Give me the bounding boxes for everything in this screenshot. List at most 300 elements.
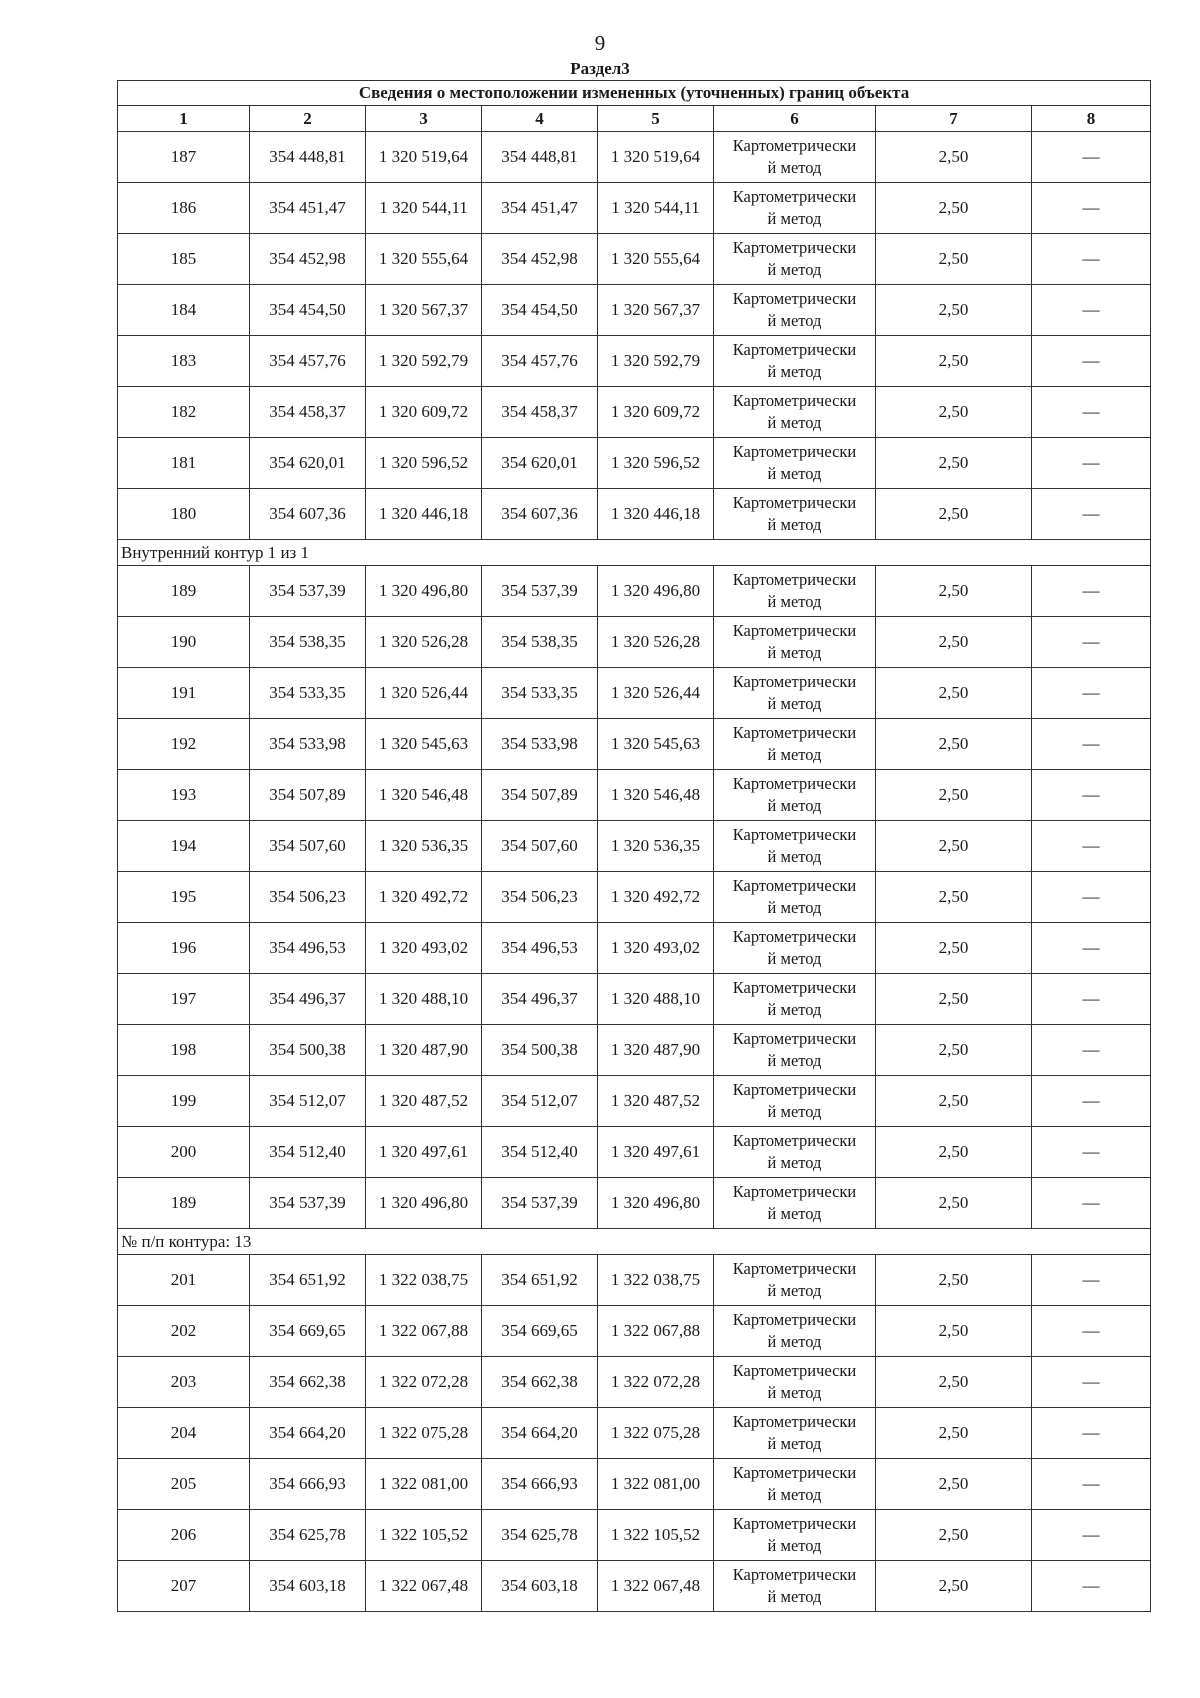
method-cell (714, 438, 876, 489)
method-cell (714, 821, 876, 872)
method-cell (714, 923, 876, 974)
table-row (118, 974, 1151, 1025)
precision-cell: 2,50 (876, 1408, 1032, 1459)
method-cell (714, 668, 876, 719)
method-cell (714, 1561, 876, 1612)
precision-cell: 2,50 (876, 387, 1032, 438)
method-text: Картометрически (732, 774, 857, 793)
method-cell (714, 872, 876, 923)
point-number: 191 (118, 668, 250, 719)
y-coordinate: 1 320 526,28 (598, 617, 714, 668)
method-text: Картометрически (732, 289, 857, 308)
y-coordinate: 1 320 596,52 (598, 438, 714, 489)
table-row (118, 132, 1151, 183)
y-coordinate: 1 320 519,64 (598, 132, 714, 183)
x-coordinate: 354 457,76 (250, 336, 366, 387)
method-text: Картометрически (732, 570, 857, 589)
table-row (118, 1408, 1151, 1459)
x-coordinate: 354 537,39 (482, 566, 598, 617)
method-text: й метод (767, 949, 822, 968)
x-coordinate: 354 651,92 (250, 1255, 366, 1306)
x-coordinate: 354 669,65 (482, 1306, 598, 1357)
x-coordinate: 354 537,39 (250, 566, 366, 617)
description-cell: — (1032, 1459, 1151, 1510)
description-cell: — (1032, 668, 1151, 719)
y-coordinate: 1 320 526,44 (598, 668, 714, 719)
method-text: Картометрически (732, 825, 857, 844)
method-cell (714, 566, 876, 617)
table-row (118, 1459, 1151, 1510)
y-coordinate: 1 320 492,72 (366, 872, 482, 923)
method-text: й метод (767, 745, 822, 764)
precision-cell: 2,50 (876, 974, 1032, 1025)
point-number: 200 (118, 1127, 250, 1178)
x-coordinate: 354 651,92 (482, 1255, 598, 1306)
table-row (118, 234, 1151, 285)
precision-cell: 2,50 (876, 1306, 1032, 1357)
column-header: 5 (598, 106, 714, 132)
method-text: й метод (767, 1153, 822, 1172)
description-cell: — (1032, 872, 1151, 923)
y-coordinate: 1 320 546,48 (366, 770, 482, 821)
description-cell: — (1032, 1357, 1151, 1408)
y-coordinate: 1 322 072,28 (366, 1357, 482, 1408)
method-text: Картометрически (732, 391, 857, 410)
method-cell (714, 234, 876, 285)
point-number: 193 (118, 770, 250, 821)
y-coordinate: 1 322 105,52 (598, 1510, 714, 1561)
method-text: й метод (767, 898, 822, 917)
x-coordinate: 354 512,07 (250, 1076, 366, 1127)
x-coordinate: 354 496,53 (250, 923, 366, 974)
method-text: Картометрически (732, 187, 857, 206)
precision-cell: 2,50 (876, 132, 1032, 183)
method-text: Картометрически (732, 1463, 857, 1482)
method-text: й метод (767, 592, 822, 611)
precision-cell: 2,50 (876, 617, 1032, 668)
x-coordinate: 354 533,35 (482, 668, 598, 719)
y-coordinate: 1 320 555,64 (598, 234, 714, 285)
method-text: й метод (767, 1587, 822, 1606)
y-coordinate: 1 320 492,72 (598, 872, 714, 923)
y-coordinate: 1 322 072,28 (598, 1357, 714, 1408)
y-coordinate: 1 322 081,00 (366, 1459, 482, 1510)
precision-cell: 2,50 (876, 1255, 1032, 1306)
table-row (118, 566, 1151, 617)
method-text: й метод (767, 796, 822, 815)
precision-cell: 2,50 (876, 1025, 1032, 1076)
y-coordinate: 1 320 496,80 (598, 566, 714, 617)
x-coordinate: 354 458,37 (250, 387, 366, 438)
x-coordinate: 354 500,38 (482, 1025, 598, 1076)
method-cell (714, 974, 876, 1025)
x-coordinate: 354 662,38 (482, 1357, 598, 1408)
method-text: Картометрически (732, 1259, 857, 1278)
method-text: й метод (767, 1102, 822, 1121)
x-coordinate: 354 607,36 (482, 489, 598, 540)
x-coordinate: 354 451,47 (482, 183, 598, 234)
y-coordinate: 1 320 493,02 (366, 923, 482, 974)
point-number: 198 (118, 1025, 250, 1076)
method-text: й метод (767, 1434, 822, 1453)
table-row (118, 1178, 1151, 1229)
method-text: Картометрически (732, 136, 857, 155)
y-coordinate: 1 320 526,28 (366, 617, 482, 668)
x-coordinate: 354 533,98 (482, 719, 598, 770)
point-number: 197 (118, 974, 250, 1025)
point-number: 192 (118, 719, 250, 770)
precision-cell: 2,50 (876, 770, 1032, 821)
y-coordinate: 1 320 446,18 (366, 489, 482, 540)
description-cell: — (1032, 438, 1151, 489)
column-header: 7 (876, 106, 1032, 132)
x-coordinate: 354 625,78 (250, 1510, 366, 1561)
y-coordinate: 1 320 497,61 (598, 1127, 714, 1178)
description-cell: — (1032, 1306, 1151, 1357)
method-text: Картометрически (732, 978, 857, 997)
x-coordinate: 354 664,20 (482, 1408, 598, 1459)
y-coordinate: 1 320 487,52 (598, 1076, 714, 1127)
y-coordinate: 1 320 488,10 (366, 974, 482, 1025)
y-coordinate: 1 320 609,72 (598, 387, 714, 438)
y-coordinate: 1 320 526,44 (366, 668, 482, 719)
y-coordinate: 1 320 487,90 (598, 1025, 714, 1076)
x-coordinate: 354 533,98 (250, 719, 366, 770)
y-coordinate: 1 320 497,61 (366, 1127, 482, 1178)
y-coordinate: 1 322 067,88 (598, 1306, 714, 1357)
method-cell (714, 1178, 876, 1229)
method-text: й метод (767, 464, 822, 483)
method-cell (714, 285, 876, 336)
method-text: Картометрически (732, 621, 857, 640)
method-text: й метод (767, 1485, 822, 1504)
point-number: 186 (118, 183, 250, 234)
y-coordinate: 1 322 067,48 (598, 1561, 714, 1612)
method-cell (714, 1306, 876, 1357)
method-text: й метод (767, 847, 822, 866)
y-coordinate: 1 322 038,75 (598, 1255, 714, 1306)
method-text: й метод (767, 643, 822, 662)
method-text: Картометрически (732, 1029, 857, 1048)
table-row (118, 770, 1151, 821)
x-coordinate: 354 454,50 (250, 285, 366, 336)
method-cell (714, 489, 876, 540)
point-number: 202 (118, 1306, 250, 1357)
table-row (118, 1025, 1151, 1076)
y-coordinate: 1 322 067,88 (366, 1306, 482, 1357)
table-row (118, 1076, 1151, 1127)
point-number: 187 (118, 132, 250, 183)
x-coordinate: 354 669,65 (250, 1306, 366, 1357)
method-text: Картометрически (732, 1361, 857, 1380)
method-text: Картометрически (732, 1412, 857, 1431)
column-header: 4 (482, 106, 598, 132)
description-cell: — (1032, 1561, 1151, 1612)
point-number: 182 (118, 387, 250, 438)
y-coordinate: 1 320 544,11 (366, 183, 482, 234)
x-coordinate: 354 512,07 (482, 1076, 598, 1127)
precision-cell: 2,50 (876, 1076, 1032, 1127)
y-coordinate: 1 320 519,64 (366, 132, 482, 183)
table-row (118, 1510, 1151, 1561)
method-cell (714, 1408, 876, 1459)
precision-cell: 2,50 (876, 285, 1032, 336)
precision-cell: 2,50 (876, 1127, 1032, 1178)
precision-cell: 2,50 (876, 1459, 1032, 1510)
point-number: 189 (118, 566, 250, 617)
y-coordinate: 1 320 567,37 (598, 285, 714, 336)
method-text: й метод (767, 158, 822, 177)
point-number: 207 (118, 1561, 250, 1612)
y-coordinate: 1 322 081,00 (598, 1459, 714, 1510)
x-coordinate: 354 454,50 (482, 285, 598, 336)
x-coordinate: 354 537,39 (250, 1178, 366, 1229)
method-text: й метод (767, 1281, 822, 1300)
y-coordinate: 1 320 592,79 (366, 336, 482, 387)
table-row (118, 489, 1151, 540)
table-row (118, 719, 1151, 770)
method-text: Картометрически (732, 1310, 857, 1329)
x-coordinate: 354 662,38 (250, 1357, 366, 1408)
table-caption-row (118, 81, 1151, 106)
precision-cell: 2,50 (876, 1510, 1032, 1561)
precision-cell: 2,50 (876, 183, 1032, 234)
method-text: Картометрически (732, 493, 857, 512)
y-coordinate: 1 320 545,63 (366, 719, 482, 770)
description-cell: — (1032, 770, 1151, 821)
x-coordinate: 354 496,37 (482, 974, 598, 1025)
y-coordinate: 1 320 496,80 (366, 1178, 482, 1229)
method-text: й метод (767, 694, 822, 713)
section-title: Раздел3 (570, 59, 630, 78)
point-number: 206 (118, 1510, 250, 1561)
table-row (118, 387, 1151, 438)
method-text: Картометрически (732, 876, 857, 895)
method-text: й метод (767, 1051, 822, 1070)
description-cell: — (1032, 1510, 1151, 1561)
method-text: й метод (767, 209, 822, 228)
y-coordinate: 1 320 596,52 (366, 438, 482, 489)
column-header: 1 (118, 106, 250, 132)
y-coordinate: 1 322 067,48 (366, 1561, 482, 1612)
x-coordinate: 354 451,47 (250, 183, 366, 234)
y-coordinate: 1 320 567,37 (366, 285, 482, 336)
y-coordinate: 1 322 105,52 (366, 1510, 482, 1561)
method-text: Картометрически (732, 1182, 857, 1201)
column-header: 2 (250, 106, 366, 132)
method-cell (714, 1076, 876, 1127)
x-coordinate: 354 666,93 (250, 1459, 366, 1510)
x-coordinate: 354 448,81 (482, 132, 598, 183)
y-coordinate: 1 320 493,02 (598, 923, 714, 974)
y-coordinate: 1 322 075,28 (366, 1408, 482, 1459)
y-coordinate: 1 320 592,79 (598, 336, 714, 387)
x-coordinate: 354 538,35 (482, 617, 598, 668)
contour-label-row (118, 1229, 1151, 1255)
table-row (118, 183, 1151, 234)
description-cell: — (1032, 923, 1151, 974)
y-coordinate: 1 320 496,80 (366, 566, 482, 617)
x-coordinate: 354 538,35 (250, 617, 366, 668)
coordinates-table (117, 80, 1151, 1612)
description-cell: — (1032, 566, 1151, 617)
y-coordinate: 1 320 555,64 (366, 234, 482, 285)
y-coordinate: 1 320 536,35 (598, 821, 714, 872)
point-number: 195 (118, 872, 250, 923)
description-cell: — (1032, 1178, 1151, 1229)
method-text: й метод (767, 1536, 822, 1555)
precision-cell: 2,50 (876, 719, 1032, 770)
description-cell: — (1032, 1255, 1151, 1306)
y-coordinate: 1 322 038,75 (366, 1255, 482, 1306)
method-text: Картометрически (732, 1565, 857, 1584)
column-header: 8 (1032, 106, 1151, 132)
method-text: й метод (767, 362, 822, 381)
table-row (118, 668, 1151, 719)
precision-cell: 2,50 (876, 1178, 1032, 1229)
method-text: й метод (767, 260, 822, 279)
method-cell (714, 1127, 876, 1178)
point-number: 180 (118, 489, 250, 540)
point-number: 196 (118, 923, 250, 974)
page-number: 9 (594, 31, 606, 55)
method-cell (714, 336, 876, 387)
point-number: 181 (118, 438, 250, 489)
precision-cell: 2,50 (876, 566, 1032, 617)
precision-cell: 2,50 (876, 489, 1032, 540)
description-cell: — (1032, 132, 1151, 183)
point-number: 185 (118, 234, 250, 285)
method-cell (714, 183, 876, 234)
x-coordinate: 354 533,35 (250, 668, 366, 719)
description-cell: — (1032, 821, 1151, 872)
precision-cell: 2,50 (876, 668, 1032, 719)
x-coordinate: 354 512,40 (482, 1127, 598, 1178)
contour-label: Внутренний контур 1 из 1 (118, 540, 1151, 566)
method-cell (714, 617, 876, 668)
x-coordinate: 354 506,23 (482, 872, 598, 923)
x-coordinate: 354 607,36 (250, 489, 366, 540)
method-text: Картометрически (732, 1080, 857, 1099)
method-text: й метод (767, 1000, 822, 1019)
x-coordinate: 354 500,38 (250, 1025, 366, 1076)
x-coordinate: 354 512,40 (250, 1127, 366, 1178)
x-coordinate: 354 458,37 (482, 387, 598, 438)
precision-cell: 2,50 (876, 1561, 1032, 1612)
point-number: 203 (118, 1357, 250, 1408)
description-cell: — (1032, 1076, 1151, 1127)
precision-cell: 2,50 (876, 1357, 1032, 1408)
x-coordinate: 354 507,60 (482, 821, 598, 872)
table-row (118, 1255, 1151, 1306)
x-coordinate: 354 625,78 (482, 1510, 598, 1561)
precision-cell: 2,50 (876, 872, 1032, 923)
table-row (118, 821, 1151, 872)
column-header: 3 (366, 106, 482, 132)
x-coordinate: 354 603,18 (482, 1561, 598, 1612)
y-coordinate: 1 320 544,11 (598, 183, 714, 234)
point-number: 190 (118, 617, 250, 668)
x-coordinate: 354 507,60 (250, 821, 366, 872)
method-text: й метод (767, 311, 822, 330)
point-number: 189 (118, 1178, 250, 1229)
y-coordinate: 1 320 487,52 (366, 1076, 482, 1127)
table-row (118, 336, 1151, 387)
y-coordinate: 1 320 609,72 (366, 387, 482, 438)
x-coordinate: 354 448,81 (250, 132, 366, 183)
x-coordinate: 354 666,93 (482, 1459, 598, 1510)
method-text: Картометрически (732, 927, 857, 946)
method-cell (714, 1357, 876, 1408)
x-coordinate: 354 507,89 (482, 770, 598, 821)
method-text: Картометрически (732, 723, 857, 742)
column-header: 6 (714, 106, 876, 132)
method-cell (714, 132, 876, 183)
x-coordinate: 354 506,23 (250, 872, 366, 923)
precision-cell: 2,50 (876, 821, 1032, 872)
point-number: 184 (118, 285, 250, 336)
table-caption: Сведения о местоположении измененных (уточненных) границ объекта (118, 81, 1151, 106)
method-text: й метод (767, 515, 822, 534)
y-coordinate: 1 320 546,48 (598, 770, 714, 821)
table-row (118, 617, 1151, 668)
x-coordinate: 354 620,01 (482, 438, 598, 489)
precision-cell: 2,50 (876, 336, 1032, 387)
y-coordinate: 1 320 496,80 (598, 1178, 714, 1229)
table-header-row (118, 106, 1151, 132)
method-text: Картометрически (732, 340, 857, 359)
method-cell (714, 387, 876, 438)
table-row (118, 872, 1151, 923)
y-coordinate: 1 320 446,18 (598, 489, 714, 540)
method-cell (714, 1255, 876, 1306)
table-row (118, 438, 1151, 489)
method-cell (714, 770, 876, 821)
description-cell: — (1032, 183, 1151, 234)
precision-cell: 2,50 (876, 438, 1032, 489)
x-coordinate: 354 457,76 (482, 336, 598, 387)
x-coordinate: 354 603,18 (250, 1561, 366, 1612)
x-coordinate: 354 537,39 (482, 1178, 598, 1229)
method-cell (714, 1025, 876, 1076)
x-coordinate: 354 496,37 (250, 974, 366, 1025)
precision-cell: 2,50 (876, 234, 1032, 285)
table-row (118, 1561, 1151, 1612)
description-cell: — (1032, 1408, 1151, 1459)
x-coordinate: 354 452,98 (482, 234, 598, 285)
contour-label-row (118, 540, 1151, 566)
table-row (118, 1357, 1151, 1408)
method-text: Картометрически (732, 1131, 857, 1150)
x-coordinate: 354 620,01 (250, 438, 366, 489)
point-number: 194 (118, 821, 250, 872)
y-coordinate: 1 320 488,10 (598, 974, 714, 1025)
method-text: й метод (767, 1383, 822, 1402)
method-text: й метод (767, 1204, 822, 1223)
point-number: 183 (118, 336, 250, 387)
y-coordinate: 1 322 075,28 (598, 1408, 714, 1459)
point-number: 205 (118, 1459, 250, 1510)
method-text: Картометрически (732, 672, 857, 691)
y-coordinate: 1 320 487,90 (366, 1025, 482, 1076)
table-row (118, 1127, 1151, 1178)
method-cell (714, 1510, 876, 1561)
x-coordinate: 354 496,53 (482, 923, 598, 974)
method-text: Картометрически (732, 442, 857, 461)
description-cell: — (1032, 234, 1151, 285)
point-number: 204 (118, 1408, 250, 1459)
table-row (118, 285, 1151, 336)
